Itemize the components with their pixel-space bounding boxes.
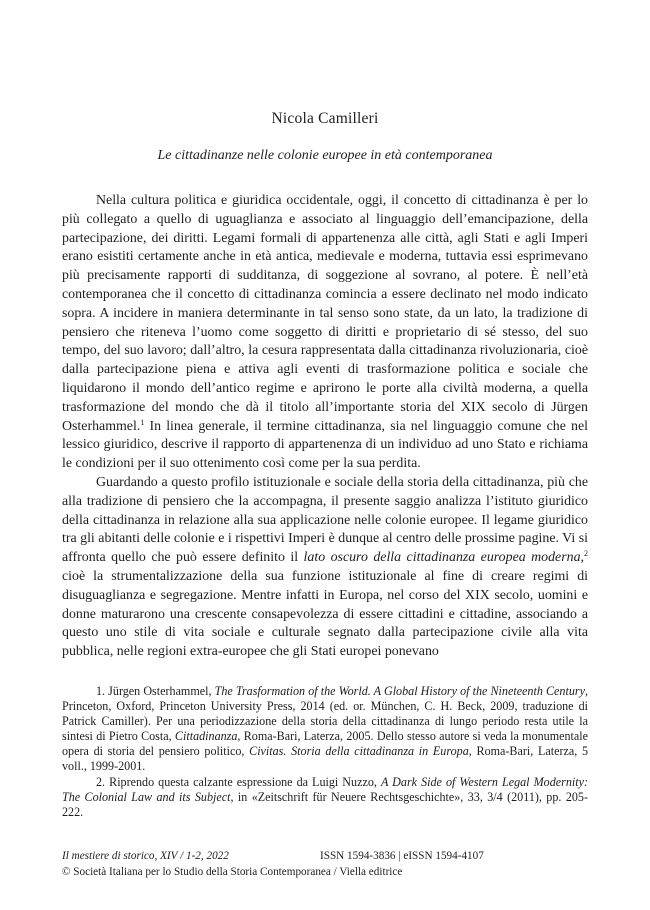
footnote-1-text-c: , Roma-Bari, Laterza, 2005. Dello stesso autore si veda la monumentale opera di storia del pensiero politico, [62, 729, 588, 759]
author-name: Nicola Camilleri [271, 110, 379, 127]
article-title: Le cittadinanze nelle colonie europee in età contemporanea [157, 148, 493, 163]
issn-line: ISSN 1594-3836 | eISSN 1594-4107 [320, 850, 484, 862]
footnote-2-article-title: A Dark Side of Western Legal Modernity: The Colonial Law and its Subject [62, 774, 588, 804]
footnote-2 [62, 775, 588, 820]
article-body [62, 192, 588, 662]
paragraph-1-text-b: In linea generale, il termine cittadinanza, sia nel linguaggio comune che nel lessico giuridico, descrive il rapporto di appartenenza di un individuo ad uno Stato e richiama le condizioni per il suo ottenimento così come per la sua perdita. [62, 418, 588, 472]
paragraph-2-text-a: Guardando a questo profilo istituzionale e sociale della storia della cittadinanza, più che alla tradizione di pensiero che la accompagna, il presente saggio analizza l’istituto giuridico della cittadinanza in relazione alla sua applicazione nelle colonie europee. Il legame giuridico tra gli abitanti delle colonie e i rispettivi Imperi è dunque al centro delle prossime pagine. Vi si affronta quello che può essere definito il [62, 474, 588, 566]
footnote-1-book-title-3: Civitas. Storia della cittadinanza in Europa [249, 744, 469, 759]
paragraph-1-text-a: Nella cultura politica e giuridica occidentale, oggi, il concetto di cittadinanza è per lo più collegato a quello di uguaglianza e associato al linguaggio dell’emancipazione, della partecipazione, dei diritti. Legami formali di appartenenza alle città, agli Stati e agli Imperi erano esistiti certamente anche in età antica, medievale e moderna, tuttavia essi esprimevano più precisamente rapporti di sudditanza, di soggezione al sovrano, al potere. È nell’età contemporanea che il concetto di cittadinanza comincia a essere declinato nel modo indicato sopra. A incidere in maniera determinante in tal senso sono state, da un lato, la tradizione di pensiero che riteneva l’uomo come soggetto di diritti e proprietario di sé stesso, del suo tempo, del suo lavoro; dall’altro, la cesura rappresentata dalla cittadinanza rivoluzionaria, cioè dalla partecipazione piena e attiva agli eventi di trasformazione politica e sociale che liquidarono il mondo dell’antico regime e aprirono le porte alla civiltà moderna, a quella trasformazione del mondo che dà il titolo all’importante storia del XIX secolo di Jürgen Osterhammel. [62, 193, 588, 434]
footnote-ref-2[interactable]: 2 [584, 549, 589, 559]
paragraph-2: Guardando a questo profilo istituzionale e sociale della storia della cittadinanza, più che alla tradizione di pensiero che la accompagna, il presente saggio analizza l’istituto giuridico della cittadinanza in relazione alla sua applicazione nelle colonie europee. Il legame giuridico tra gli abitanti delle colonie e i rispettivi Imperi è dunque al centro delle prossime pagine. Vi si affronta quello che può essere definito il lato oscuro della cittadinanza europea moderna,$^2$ cioè la strumentalizzazione della sua funzione istituzionale al fine di creare regimi di disuguaglianza e segregazione. Mentre infatti in Europa, nel corso del XIX secolo, uomini e donne maturarono una crescente consapevolezza di essere cittadini e cittadine, associando a questo uno stile di vita sociale e culturale segnato dalla partecipazione civile alla vita pubblica, nelle regioni extra-europee che gli Stati europei ponevano [62, 474, 589, 660]
page-footer [62, 848, 588, 880]
footnote-1-book-title: The Trasformation of the World. A Global History of the Nineteenth Century [214, 684, 585, 698]
paragraph-2-text-b: cioè la strumentalizzazione della sua funzione istituzionale al fine di creare regimi di disuguaglianza e segregazione. Mentre infatti in Europa, nel corso del XIX secolo, uomini e donne maturarono una crescente consapevolezza di essere cittadini e cittadine, associando a questo uno stile di vita sociale e culturale segnato dalla partecipazione civile alla vita pubblica, nelle regioni extra-europee che gli Stati europei ponevano [62, 568, 588, 660]
footnotes [62, 684, 588, 820]
footnote-1 [62, 684, 588, 775]
footnote-1-text-d: , Roma-Bari, Laterza, 5 voll., 1999-2001. [62, 744, 588, 774]
footnote-1-book-title-2: Cittadinanza [174, 729, 238, 744]
footnote-1-text-b: , Princeton, Oxford, Princeton University Press, 2014 (ed. or. München, C. H. Beck, 2009, traduzione di Patrick Camiller). Per una periodizzazione della storia della cittadinanza di lungo periodo resta utile la sintesi di Pietro Costa, [62, 684, 588, 744]
footnote-1-text-a: 1. Jürgen Osterhammel, [96, 684, 215, 698]
footer-row [62, 848, 588, 864]
journal-citation: Il mestiere di storico, XIV / 1-2, 2022 [62, 850, 229, 862]
footnote-ref-1[interactable]: 1 [140, 417, 145, 427]
paragraph-2-emphasis: lato oscuro della cittadinanza europea moderna [303, 550, 581, 566]
paragraph-1 [62, 192, 588, 474]
copyright-line: © Società Italiana per lo Studio della Storia Contemporanea / Viella editrice [62, 866, 403, 878]
footnote-2-text-b: , in «Zeitschrift für Neuere Rechtsgeschichte», 33, 3/4 (2011), pp. 205-222. [62, 789, 588, 819]
footnote-2-text-a: 2. Riprendo questa calzante espressione da Luigi Nuzzo, [96, 774, 381, 789]
